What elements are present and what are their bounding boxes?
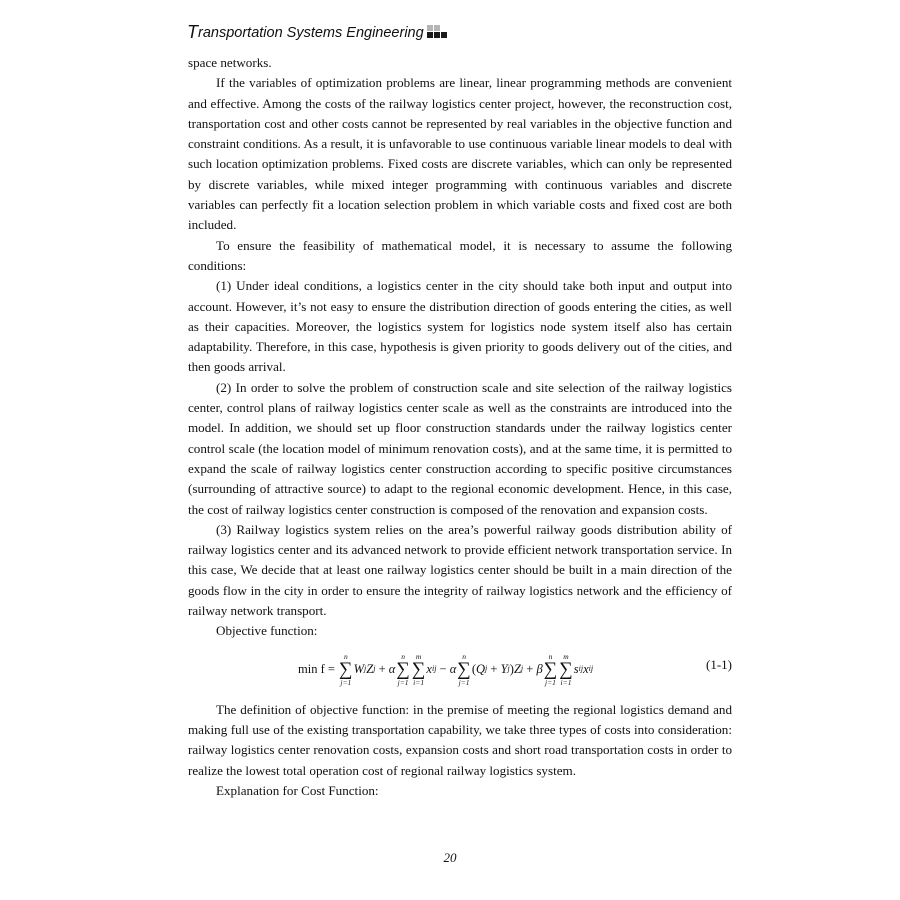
paragraph-2: To ensure the feasibility of mathematical model, it is necessary to assume the following conditions: bbox=[188, 237, 732, 273]
equation-lhs: min f = bbox=[298, 662, 335, 677]
paragraph-6: Objective function: bbox=[216, 623, 318, 639]
paragraph-5: (3) Railway logistics system relies on the area’s powerful railway goods distribution ability of railway logistics center and its advanced network to provide efficient network transportation service. In this case, We decide that at least one railway logistics center should be built in a main direction of the goods flow in the city in order to ensure the integrity of railway logistics network and the efficiency of railway network transport. bbox=[188, 521, 732, 619]
publisher-logo-icon bbox=[427, 24, 448, 38]
body-text bbox=[188, 53, 732, 801]
header-title: ransportation Systems Engineering bbox=[198, 24, 424, 41]
paragraph-0: space networks. bbox=[188, 55, 272, 70]
equation-number: (1-1) bbox=[706, 656, 732, 672]
paragraph-8: Explanation for Cost Function: bbox=[216, 782, 379, 798]
paragraph-3: (1) Under ideal conditions, a logistics center in the city should take both input and output into account. However, it’s not easy to ensure the distribution direction of goods entering the cities, as well as their capacities. Moreover, the logistics system for logistics node system itself also has certain adaptability. Therefore, in this case, hypothesis is given priority to goods delivery out of the cities, and then goods arrival. bbox=[188, 278, 732, 375]
paragraph-1: If the variables of optimization problems are linear, linear programming methods are convenient and effective. Among the costs of the railway logistics center project, however, the reconstruction cost, transportation cost and other costs cannot be represented by real variables in the objective function and constraint conditions. As a result, it is unfavorable to use continuous variable linear models to deal with such location optimization problems. Fixed costs are discrete variables, which can only be represented by discrete variables, while mixed integer programming with continuous variables and discrete variables can perfectly fit a location selection problem in which variable costs and fixed cost are both included. bbox=[188, 75, 732, 233]
paragraph-7: The definition of objective function: in the premise of meeting the regional logistics demand and making full use of the existing transportation capability, we take three types of costs into consideration: railway logistics center renovation costs, expansion costs and short road transportation costs in order to realize the lowest total operation cost of regional railway logistics system. bbox=[188, 701, 732, 778]
objective-equation bbox=[188, 643, 732, 699]
header-first-letter: T bbox=[187, 22, 198, 42]
paragraph-4: (2) In order to solve the problem of construction scale and site selection of the railway logistics center, control plans of railway logistics center scale as well as the constraints are introduced into the model. In addition, we should set up floor construction standards under the railway logistics center control scale (the location model of minimum renovation costs), and at the same time, it is permitted to expand the scale of railway logistics center construction according to specific positive circumstances (surrounding of attractive source) to adapt to the regional economic development. Hence, in this case, the cost of railway logistics center construction is composed of the renovation and expansion costs. bbox=[188, 379, 732, 517]
running-header bbox=[187, 22, 448, 43]
equation-body: min f = n ∑ j=1 W j Z j + α n ∑ j=1 m ∑ i=1 x ij − α n ∑ j=1 ( Q j + Y j ) Z j + β n ∑ j=1 m ∑ i=1 s ij x ij bbox=[298, 651, 594, 687]
page-number: 20 bbox=[443, 850, 457, 865]
